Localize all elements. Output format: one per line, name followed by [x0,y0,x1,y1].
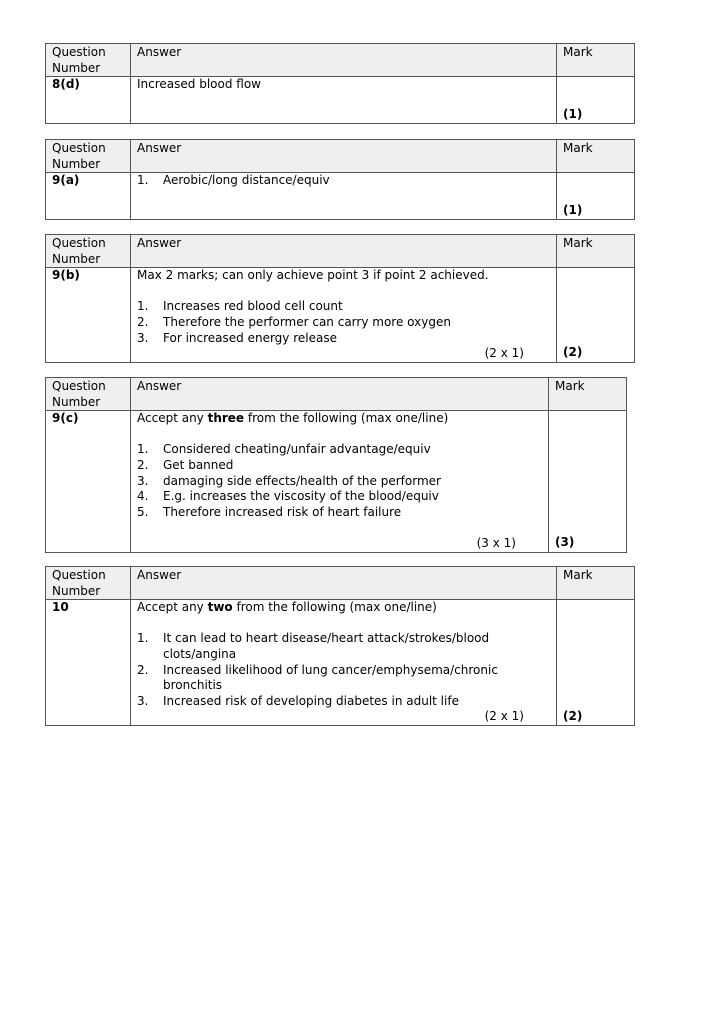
header-question-number: Question Number [46,44,131,77]
answer-cell [131,173,557,220]
answer-intro: Accept any two from the following (max one/line) [137,600,437,615]
question-number: 9(a) [46,173,131,220]
header-question-number: Question Number [46,140,131,173]
header-question-number: Question Number [46,235,131,268]
answer-cell [131,600,557,726]
header-answer: Answer [131,567,557,600]
mark-value: (2) [563,708,583,723]
header-question-number: Question Number [46,378,131,411]
list-item: 1. Considered cheating/unfair advantage/equiv [137,442,431,457]
header-mark: Mark [557,235,635,268]
list-item: 3. damaging side effects/health of the performer [137,473,441,488]
answer-cell [131,268,557,363]
header-mark: Mark [557,140,635,173]
table-q9c [45,377,627,553]
mark-cell [549,411,627,552]
list-item: 2. Therefore the performer can carry more oxygen [137,314,451,329]
mark-cell [557,268,635,363]
header-answer: Answer [131,140,557,173]
list-item: 1. Aerobic/long distance/equiv [137,173,330,188]
list-item: 5. Therefore increased risk of heart failure [137,504,402,519]
answer-list [137,631,550,709]
mark-tally: (2 x 1) [484,709,524,724]
question-number: 9(c) [46,411,131,552]
answer-intro: Accept any three from the following (max one/line) [137,411,449,426]
list-item: 2. Get banned [137,457,234,472]
mark-value: (2) [563,345,583,360]
table-q8d [45,43,635,124]
answer-list [137,442,542,520]
answer-list [137,299,550,346]
list-item: 2. Increased likelihood of lung cancer/emphysema/chronic bronchitis [137,662,498,693]
question-number: 9(b) [46,268,131,363]
answer-cell [131,77,557,124]
mark-cell [557,173,635,220]
table-q9b [45,234,635,363]
header-answer: Answer [131,44,557,77]
mark-tally: (2 x 1) [484,346,524,361]
header-mark: Mark [549,378,627,411]
question-number: 10 [46,600,131,726]
list-item: 1. Increases red blood cell count [137,299,343,314]
list-item: 4. E.g. increases the viscosity of the blood/equiv [137,489,439,504]
header-answer: Answer [131,235,557,268]
answer-cell [131,411,549,552]
header-question-number: Question Number [46,567,131,600]
mark-value: (1) [563,202,583,217]
header-mark: Mark [557,44,635,77]
table-q9a [45,139,635,220]
header-mark: Mark [557,567,635,600]
mark-value: (3) [555,534,575,549]
answer-list [137,173,550,189]
list-item: 3. Increased risk of developing diabetes in adult life [137,693,459,708]
question-number: 8(d) [46,77,131,124]
answer-text: Increased blood flow [137,77,261,92]
list-item: 3. For increased energy release [137,330,337,345]
mark-cell [557,77,635,124]
header-answer: Answer [131,378,549,411]
answer-intro: Max 2 marks; can only achieve point 3 if point 2 achieved. [137,268,489,283]
table-q10 [45,566,635,726]
mark-tally: (3 x 1) [476,535,516,550]
list-item: 1. It can lead to heart disease/heart attack/strokes/blood clots/angina [137,631,490,661]
mark-cell [557,600,635,726]
mark-value: (1) [563,106,583,121]
